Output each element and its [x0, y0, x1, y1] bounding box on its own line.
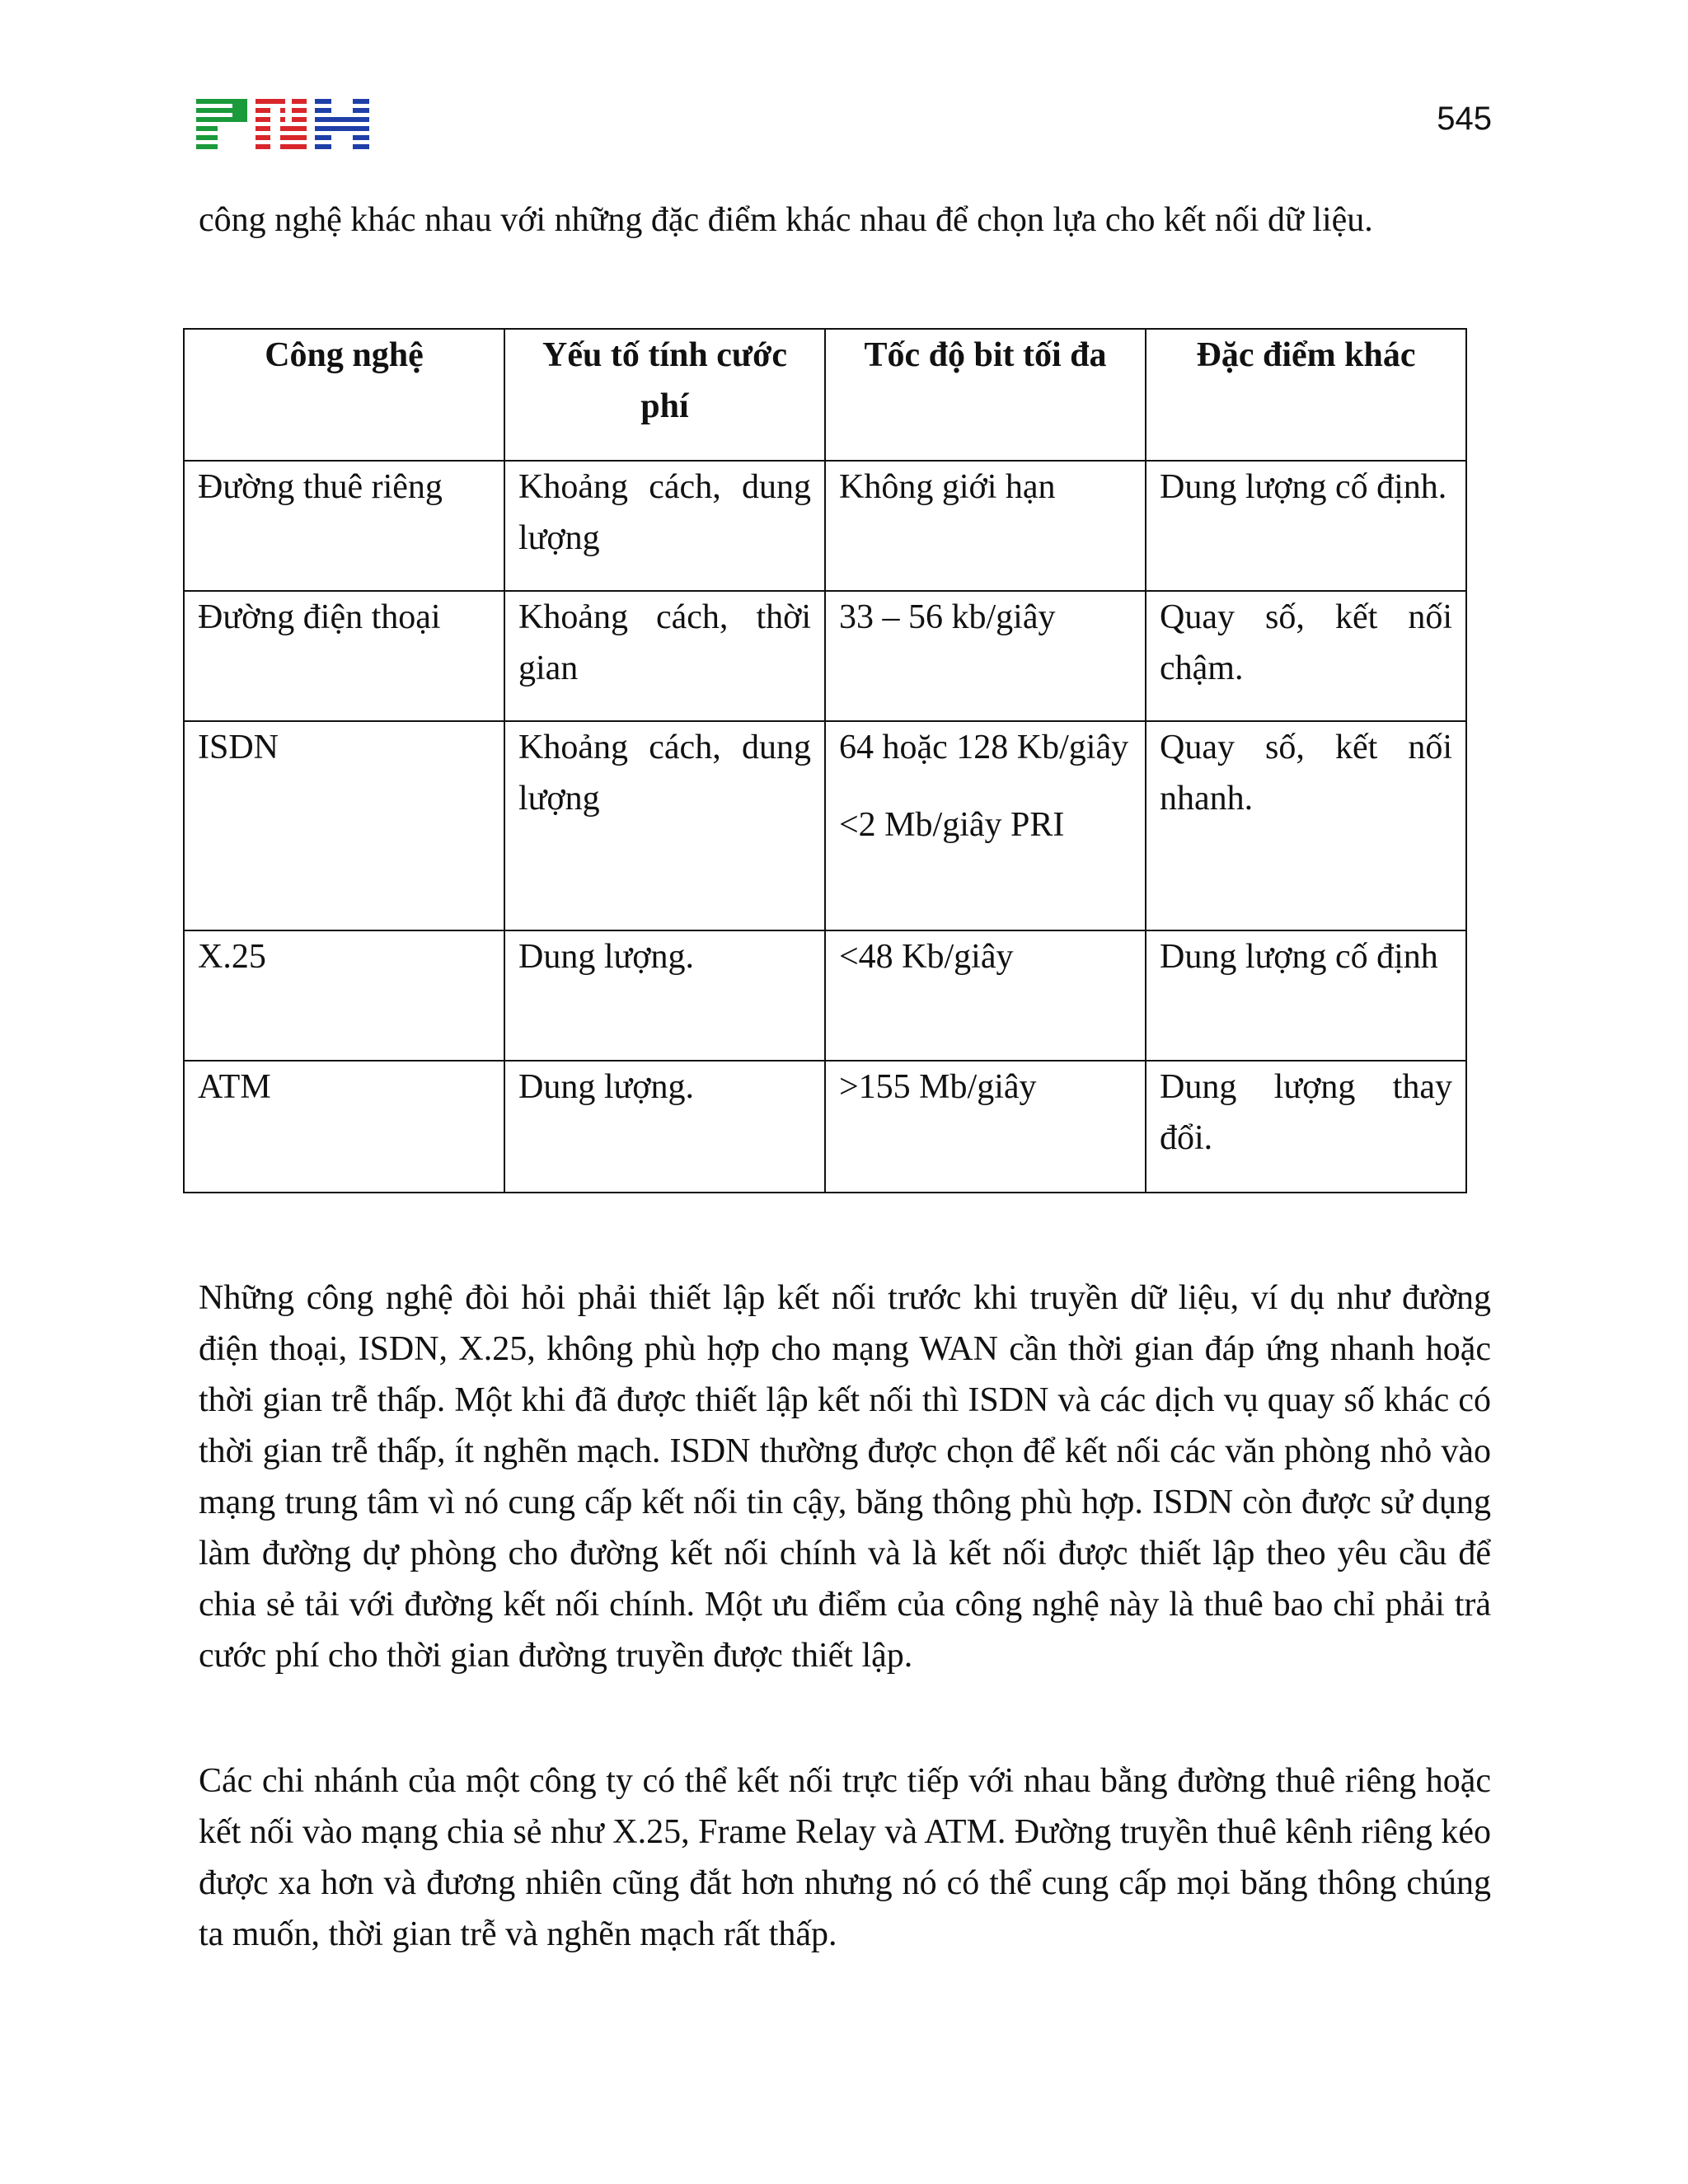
cell-billing: Khoảng cách, dung lượng — [504, 461, 825, 591]
cell-speed: 33 – 56 kb/giây — [825, 591, 1146, 721]
table-header-row — [184, 329, 1466, 461]
table-row — [184, 721, 1466, 930]
cell-technology: ISDN — [184, 721, 504, 930]
speed-secondary: <2 Mb/giây PRI — [839, 806, 1065, 844]
cell-billing: Dung lượng. — [504, 930, 825, 1061]
technology-comparison-table — [183, 328, 1467, 1193]
cell-other: Dung lượng cố định — [1146, 930, 1466, 1061]
cell-billing: Khoảng cách, thời gian — [504, 591, 825, 721]
cell-speed: >155 Mb/giây — [825, 1061, 1146, 1193]
header-max-bit-rate: Tốc độ bit tối đa — [825, 329, 1146, 461]
table-row — [184, 591, 1466, 721]
pnh-logo — [196, 99, 369, 150]
header-billing-factor: Yếu tố tính cước phí — [504, 329, 825, 461]
cell-technology: Đường thuê riêng — [184, 461, 504, 591]
table-row — [184, 930, 1466, 1061]
cell-other: Quay số, kết nối nhanh. — [1146, 721, 1466, 930]
page-number: 545 — [1437, 101, 1492, 137]
cell-technology: X.25 — [184, 930, 504, 1061]
table-row — [184, 1061, 1466, 1193]
cell-other: Quay số, kết nối chậm. — [1146, 591, 1466, 721]
cell-speed: <48 Kb/giây — [825, 930, 1146, 1061]
intro-paragraph: công nghệ khác nhau với những đặc điểm khác nhau để chọn lựa cho kết nối dữ liệu. — [199, 201, 1373, 239]
body-paragraph-2: Các chi nhánh của một công ty có thể kết nối trực tiếp với nhau bằng đường thuê riêng hoặc kết nối vào mạng chia sẻ như X.25, Frame Relay và ATM. Đường truyền thuê kênh riêng kéo được xa hơn và đương nhiên cũng đắt hơn nhưng nó có thể cung cấp mọi băng thông chúng ta muốn, thời gian trễ và nghẽn mạch rất thấp. — [199, 1762, 1491, 1953]
cell-speed — [825, 721, 1146, 930]
header-other-features: Đặc điểm khác — [1146, 329, 1466, 461]
cell-technology: Đường điện thoại — [184, 591, 504, 721]
cell-other: Dung lượng thay đổi. — [1146, 1061, 1466, 1193]
table-row — [184, 461, 1466, 591]
cell-technology: ATM — [184, 1061, 504, 1193]
cell-billing: Khoảng cách, dung lượng — [504, 721, 825, 930]
cell-billing: Dung lượng. — [504, 1061, 825, 1193]
cell-other: Dung lượng cố định. — [1146, 461, 1466, 591]
body-paragraph-1: Những công nghệ đòi hỏi phải thiết lập kết nối trước khi truyền dữ liệu, ví dụ như đường điện thoại, ISDN, X.25, không phù hợp cho mạng WAN cần thời gian đáp ứng nhanh hoặc thời gian trễ thấp. Một khi đã được thiết lập kết nối thì ISDN và các dịch vụ quay số khác có thời gian trễ thấp, ít nghẽn mạch. ISDN thường được chọn để kết nối các văn phòng nhỏ vào mạng trung tâm vì nó cung cấp kết nối tin cậy, băng thông phù hợp. ISDN còn được sử dụng làm đường dự phòng cho đường kết nối chính và là kết nối được thiết lập theo yêu cầu để chia sẻ tải với đường kết nối chính. Một ưu điểm của công nghệ này là thuê bao chỉ phải trả cước phí cho thời gian đường truyền được thiết lập. — [199, 1279, 1491, 1675]
cell-speed: Không giới hạn — [825, 461, 1146, 591]
header-technology: Công nghệ — [184, 329, 504, 461]
speed-primary: 64 hoặc 128 Kb/giây — [839, 729, 1129, 766]
